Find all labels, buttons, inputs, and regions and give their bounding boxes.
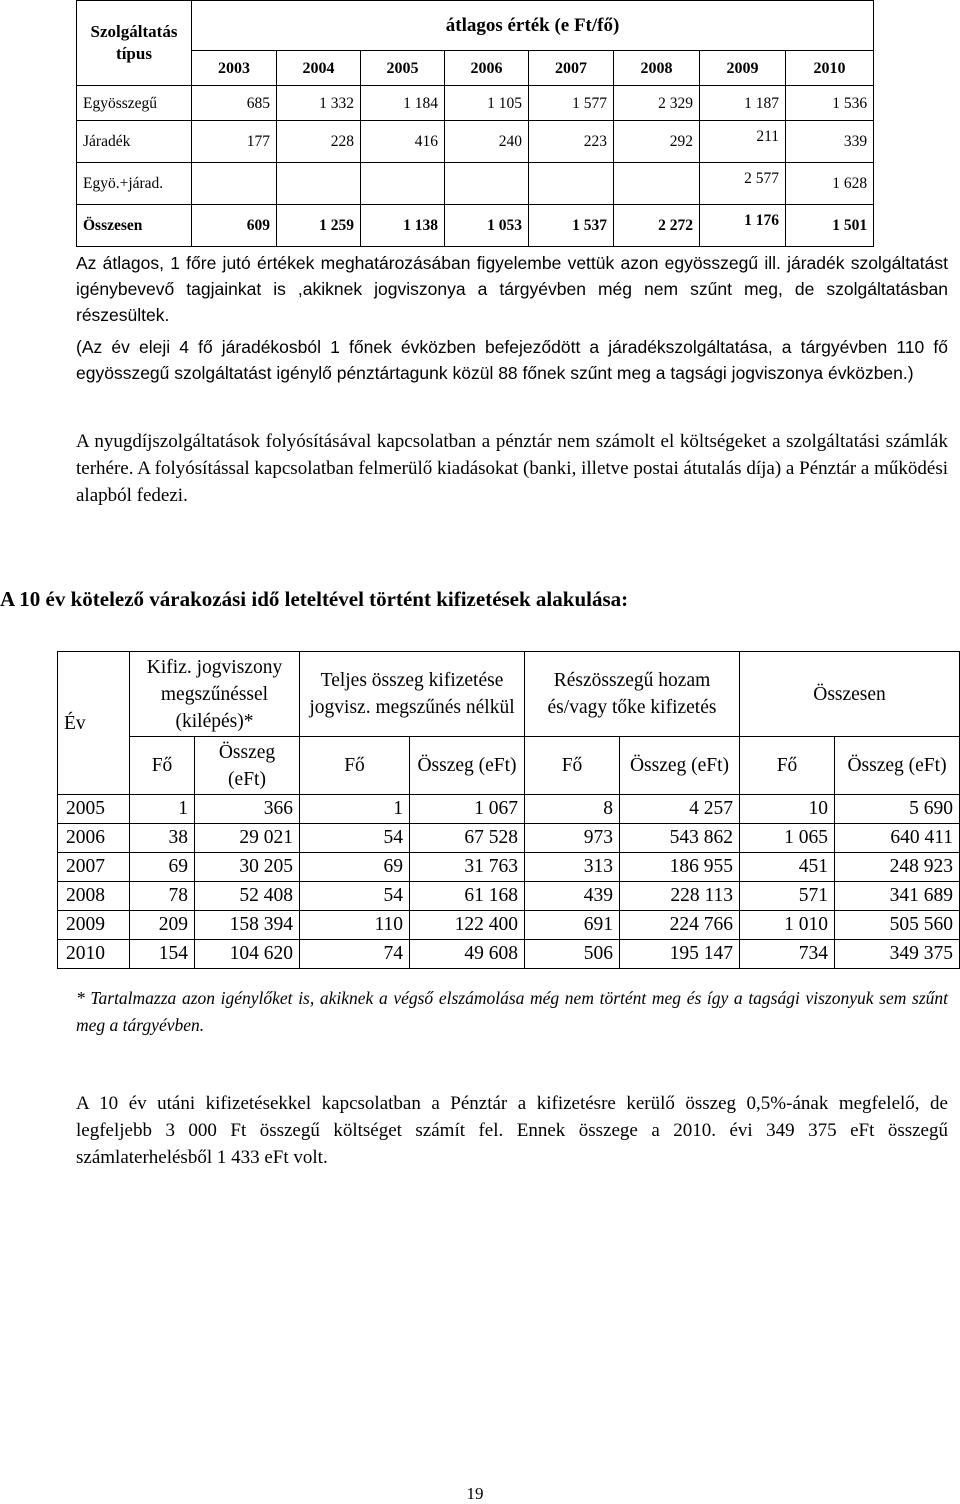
cell: 292 bbox=[614, 121, 700, 163]
cell bbox=[361, 163, 445, 205]
cell: 38 bbox=[130, 824, 195, 853]
cell bbox=[614, 163, 700, 205]
total-row bbox=[77, 205, 874, 247]
cell: 2 577 bbox=[700, 163, 786, 205]
cell bbox=[529, 163, 614, 205]
year-cell: 2008 bbox=[58, 882, 130, 911]
cell: 67 528 bbox=[410, 824, 525, 853]
year-column-header: Év bbox=[58, 652, 130, 795]
cell: 1 105 bbox=[445, 86, 529, 121]
cell: 5 690 bbox=[835, 795, 960, 824]
cell: 439 bbox=[525, 882, 620, 911]
cell: 416 bbox=[361, 121, 445, 163]
year-cell: 2006 bbox=[58, 824, 130, 853]
cell: 1 bbox=[130, 795, 195, 824]
year-cell: 2010 bbox=[58, 940, 130, 969]
year-header: 2006 bbox=[445, 51, 529, 86]
cell: 339 bbox=[786, 121, 874, 163]
amount-header: Összeg (eFt) bbox=[835, 737, 960, 795]
cell: 29 021 bbox=[195, 824, 300, 853]
cell: 49 608 bbox=[410, 940, 525, 969]
amount-header: Összeg (eFt) bbox=[620, 737, 740, 795]
row-label: Egyösszegű bbox=[77, 86, 192, 121]
cell: 1 501 bbox=[786, 205, 874, 247]
cell: 104 620 bbox=[195, 940, 300, 969]
group-header-exit: Kifiz. jogviszony megszűnéssel (kilépés)* bbox=[130, 652, 300, 737]
paragraph-annuitants-note: (Az év eleji 4 fő járadékosból 1 főnek évközben befejeződött a járadékszolgáltatása, a tárgyévben 110 fő egyösszegű szolgáltatást igénylő pénztártagunk közül 88 főnek szűnt meg a tagsági jogviszonya évközben.) bbox=[76, 337, 948, 383]
cell: 158 394 bbox=[195, 911, 300, 940]
cell: 609 bbox=[192, 205, 277, 247]
year-header: 2010 bbox=[786, 51, 874, 86]
cell: 691 bbox=[525, 911, 620, 940]
cell: 248 923 bbox=[835, 853, 960, 882]
cell: 973 bbox=[525, 824, 620, 853]
cell: 506 bbox=[525, 940, 620, 969]
cell: 1 010 bbox=[740, 911, 835, 940]
average-value-header: átlagos érték (e Ft/fő) bbox=[192, 1, 874, 51]
cell: 1 176 bbox=[700, 205, 786, 247]
table-row bbox=[58, 882, 960, 911]
group-header-full-amount: Teljes összeg kifizetése jogvisz. megszűnés nélkül bbox=[300, 652, 525, 737]
year-cell: 2005 bbox=[58, 795, 130, 824]
cell bbox=[277, 163, 361, 205]
section-title: A 10 év kötelező várakozási idő leteltével történt kifizetések alakulása: bbox=[0, 587, 629, 611]
cell: 349 375 bbox=[835, 940, 960, 969]
year-cell: 2009 bbox=[58, 911, 130, 940]
cell: 177 bbox=[192, 121, 277, 163]
sub-header-row bbox=[58, 737, 960, 795]
cell: 1 332 bbox=[277, 86, 361, 121]
cell: 1 187 bbox=[700, 86, 786, 121]
cell: 31 763 bbox=[410, 853, 525, 882]
cell: 186 955 bbox=[620, 853, 740, 882]
cell: 2 329 bbox=[614, 86, 700, 121]
service-type-header: Szolgáltatás típus bbox=[77, 1, 192, 86]
row-label: Egyö.+járad. bbox=[77, 163, 192, 205]
group-header-partial: Részösszegű hozam és/vagy tőke kifizetés bbox=[525, 652, 740, 737]
cell: 1 138 bbox=[361, 205, 445, 247]
cell: 341 689 bbox=[835, 882, 960, 911]
cell: 122 400 bbox=[410, 911, 525, 940]
cell: 543 862 bbox=[620, 824, 740, 853]
year-header: 2009 bbox=[700, 51, 786, 86]
year-header: 2008 bbox=[614, 51, 700, 86]
cell: 640 411 bbox=[835, 824, 960, 853]
cell: 195 147 bbox=[620, 940, 740, 969]
table-row bbox=[58, 853, 960, 882]
cell: 211 bbox=[700, 121, 786, 163]
cell: 69 bbox=[130, 853, 195, 882]
year-header: 2005 bbox=[361, 51, 445, 86]
cell: 74 bbox=[300, 940, 410, 969]
cell: 223 bbox=[529, 121, 614, 163]
persons-header: Fő bbox=[740, 737, 835, 795]
persons-header: Fő bbox=[525, 737, 620, 795]
cell: 54 bbox=[300, 882, 410, 911]
group-header-total: Összesen bbox=[740, 652, 960, 737]
table-row bbox=[58, 795, 960, 824]
cell: 1 628 bbox=[786, 163, 874, 205]
cell: 1 067 bbox=[410, 795, 525, 824]
paragraph-average-explanation: Az átlagos, 1 főre jutó értékek meghatározásában figyelembe vettük azon egyösszegű ill. járadék szolgáltatást igénybevevő tagjainkat is ,akiknek jogviszonya a tárgyévben még nem szűnt meg, de szolgáltatásban részesültek. bbox=[76, 253, 948, 325]
cell: 10 bbox=[740, 795, 835, 824]
table-row bbox=[77, 121, 874, 163]
cell: 1 bbox=[300, 795, 410, 824]
cell: 69 bbox=[300, 853, 410, 882]
row-label: Összesen bbox=[77, 205, 192, 247]
cell: 451 bbox=[740, 853, 835, 882]
cell: 1 184 bbox=[361, 86, 445, 121]
cell: 571 bbox=[740, 882, 835, 911]
cell: 61 168 bbox=[410, 882, 525, 911]
cell: 734 bbox=[740, 940, 835, 969]
persons-header: Fő bbox=[300, 737, 410, 795]
cell: 30 205 bbox=[195, 853, 300, 882]
cell: 209 bbox=[130, 911, 195, 940]
year-header: 2004 bbox=[277, 51, 361, 86]
service-average-table bbox=[76, 0, 874, 247]
cell: 366 bbox=[195, 795, 300, 824]
cell: 4 257 bbox=[620, 795, 740, 824]
table-row bbox=[58, 911, 960, 940]
cell: 1 537 bbox=[529, 205, 614, 247]
paragraph-costs: A nyugdíjszolgáltatások folyósításával kapcsolatban a pénztár nem számolt el költségeket a szolgáltatási számlák terhére. A folyósítással kapcsolatban felmerülő kiadásokat (banki, illetve postai átutalás díja) a Pénztár a működési alapból fedezi. bbox=[76, 431, 948, 506]
cell: 154 bbox=[130, 940, 195, 969]
cell bbox=[192, 163, 277, 205]
cell: 228 113 bbox=[620, 882, 740, 911]
cell: 1 065 bbox=[740, 824, 835, 853]
amount-header: Összeg (eFt) bbox=[195, 737, 300, 795]
cell: 505 560 bbox=[835, 911, 960, 940]
cell: 1 577 bbox=[529, 86, 614, 121]
cell: 1 259 bbox=[277, 205, 361, 247]
year-header: 2003 bbox=[192, 51, 277, 86]
persons-header: Fő bbox=[130, 737, 195, 795]
cell: 685 bbox=[192, 86, 277, 121]
cell: 228 bbox=[277, 121, 361, 163]
cell: 54 bbox=[300, 824, 410, 853]
year-header-row bbox=[77, 51, 874, 86]
year-header: 2007 bbox=[529, 51, 614, 86]
year-cell: 2007 bbox=[58, 853, 130, 882]
cell: 52 408 bbox=[195, 882, 300, 911]
row-label: Járadék bbox=[77, 121, 192, 163]
table-row bbox=[77, 86, 874, 121]
cell: 110 bbox=[300, 911, 410, 940]
cell: 224 766 bbox=[620, 911, 740, 940]
table-row bbox=[77, 163, 874, 205]
cell bbox=[445, 163, 529, 205]
page-number: 19 bbox=[466, 1484, 484, 1503]
cell: 240 bbox=[445, 121, 529, 163]
cell: 1 053 bbox=[445, 205, 529, 247]
cell: 2 272 bbox=[614, 205, 700, 247]
cell: 1 536 bbox=[786, 86, 874, 121]
footnote: * Tartalmazza azon igénylőket is, akiknek a végső elszámolása még nem történt meg és így a tagsági viszonyuk sem szűnt meg a tárgyévben. bbox=[76, 988, 948, 1035]
cell: 8 bbox=[525, 795, 620, 824]
table-row bbox=[58, 940, 960, 969]
paragraph-payout-fee: A 10 év utáni kifizetésekkel kapcsolatban a Pénztár a kifizetésre kerülő összeg 0,5%-ának megfelelő, de legfeljebb 3 000 Ft összegű költséget számít fel. Ennek összege a 2010. évi 349 375 eFt összegű számlaterhelésből 1 433 eFt volt. bbox=[76, 1093, 948, 1168]
amount-header: Összeg (eFt) bbox=[410, 737, 525, 795]
cell: 313 bbox=[525, 853, 620, 882]
cell: 78 bbox=[130, 882, 195, 911]
table-row bbox=[58, 824, 960, 853]
payouts-table bbox=[57, 651, 960, 969]
